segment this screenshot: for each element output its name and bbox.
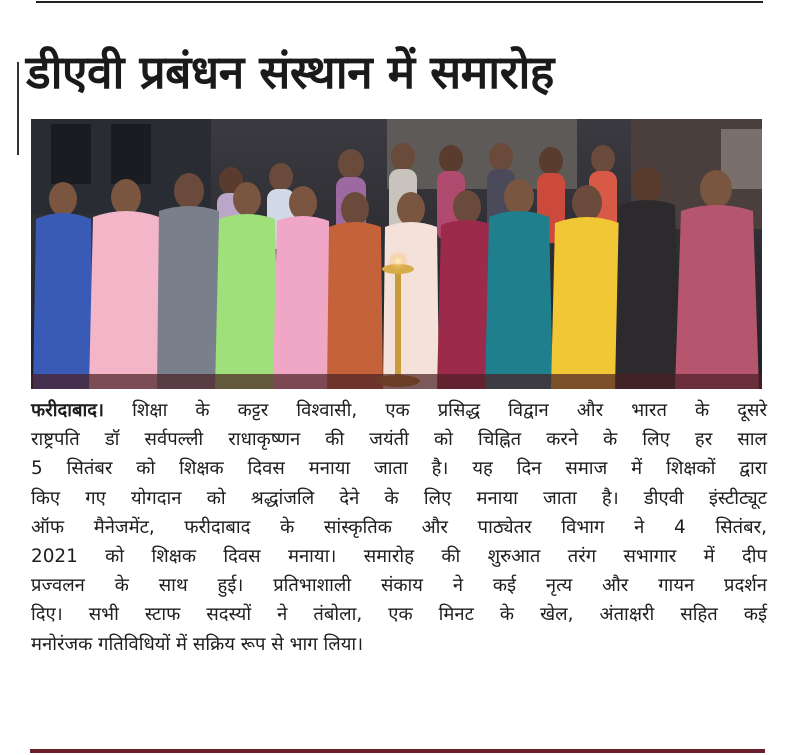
bottom-rule <box>30 749 765 753</box>
headline: डीएवी प्रबंधन संस्थान में समारोह <box>26 45 554 99</box>
article-line-text: शिक्षा के कट्टर विश्वासी, एक प्रसिद्ध विद्वान और भारत के दूसरे <box>132 400 767 421</box>
article-body <box>31 396 767 736</box>
left-rule <box>17 62 19 155</box>
photo-illustration <box>31 119 762 389</box>
article-line: राष्ट्रपति डॉ सर्वपल्ली राधाकृष्णन की जयंती को चिह्नित करने के लिए हर साल <box>31 429 767 451</box>
article-line: प्रज्वलन के साथ हुई। प्रतिभाशाली संकाय ने कई नृत्य और गायन प्रदर्शन <box>31 575 767 597</box>
article-line <box>31 396 767 425</box>
article-line: मनोरंजक गतिविधियों में सक्रिय रूप से भाग लिया। <box>31 633 364 655</box>
article-line: ऑफ मैनेजमेंट, फरीदाबाद के सांस्कृतिक और पाठ्येतर विभाग ने 4 सितंबर, <box>31 516 767 538</box>
news-photo <box>31 119 762 389</box>
dateline: फरीदाबाद। <box>31 400 104 421</box>
top-rule <box>36 1 763 3</box>
article-line: दिए। सभी स्टाफ सदस्यों ने तंबोला, एक मिनट के खेल, अंताक्षरी सहित कई <box>31 604 767 626</box>
article-line: किए गए योगदान को श्रद्धांजलि देने के लिए मनाया जाता है। डीएवी इंस्टीट्यूट <box>31 487 767 509</box>
article-line: 5 सितंबर को शिक्षक दिवस मनाया जाता है। यह दिन समाज में शिक्षकों द्वारा <box>31 458 767 480</box>
article-line: 2021 को शिक्षक दिवस मनाया। समारोह की शुरुआत तरंग सभागार में दीप <box>31 546 767 568</box>
